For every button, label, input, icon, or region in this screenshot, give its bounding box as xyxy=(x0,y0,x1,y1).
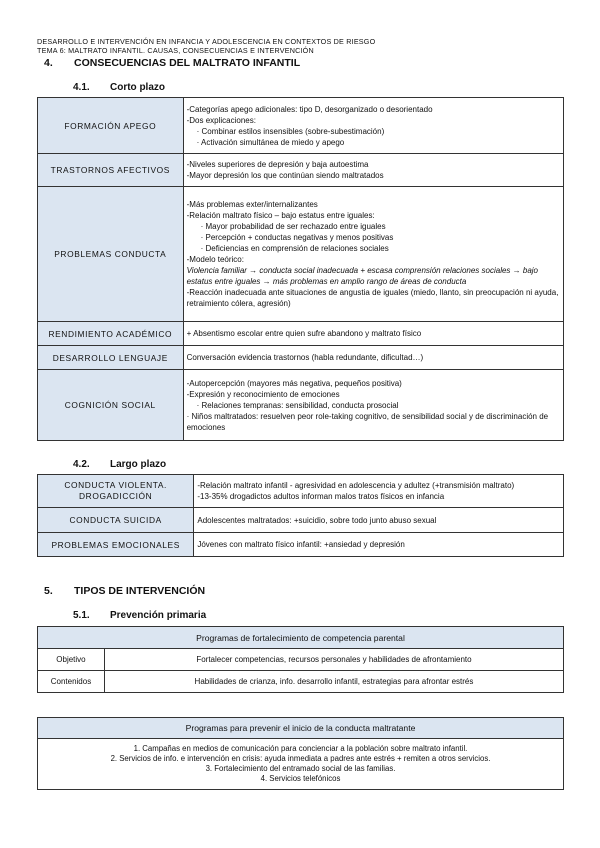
content-line: -Más problemas exter/internalizantes xyxy=(186,200,318,209)
content-line: + Absentismo escolar entre quien sufre abandono y maltrato físico xyxy=(186,329,422,338)
document-header-line1: DESARROLLO E INTERVENCIÓN EN INFANCIA Y ADOLESCENCIA EN CONTEXTOS DE RIESGO xyxy=(37,37,376,46)
long-term-consequences-table xyxy=(37,474,564,557)
row-label: Contenidos xyxy=(38,671,105,693)
section-number: 4. xyxy=(44,57,53,69)
content-line: Adolescentes maltratados: +suicidio, sobre todo junto abuso sexual xyxy=(197,515,437,525)
row-label: DESARROLLO LENGUAJE xyxy=(38,346,184,370)
box-title: Programas para prevenir el inicio de la conducta maltratante xyxy=(38,718,563,739)
content-line: Jóvenes con maltrato físico infantil: +ansiedad y depresión xyxy=(197,540,405,549)
document-header-line2: TEMA 6: MALTRATO INFANTIL. CAUSAS, CONSECUENCIAS E INTERVENCIÓN xyxy=(37,46,314,55)
box-content xyxy=(38,739,563,789)
table-row xyxy=(38,370,564,441)
table-row xyxy=(38,154,564,187)
subsection-5-1-heading xyxy=(73,610,206,621)
content-subline: · Mayor probabilidad de ser rechazado entre iguales xyxy=(200,222,386,231)
row-content xyxy=(194,508,564,533)
list-item: 4. Servicios telefónicos xyxy=(260,774,341,783)
subsection-title: Largo plazo xyxy=(110,459,167,470)
table-row xyxy=(38,346,564,370)
row-label: COGNICIÓN SOCIAL xyxy=(38,370,184,441)
content-subline: · Percepción + conductas negativas y menos positivas xyxy=(200,233,394,242)
content-line: -Autopercepción (mayores más negativa, pequeños positiva) xyxy=(186,378,402,388)
row-label: RENDIMIENTO ACADÉMICO xyxy=(38,322,184,346)
row-label: PROBLEMAS CONDUCTA xyxy=(38,187,184,322)
short-term-consequences-table xyxy=(37,97,564,441)
content-line: -Mayor depresión los que continúan siendo maltratados xyxy=(186,171,384,180)
row-label: FORMACIÓN APEGO xyxy=(38,98,184,154)
list-item: 3. Fortalecimiento del entramado social de las familias. xyxy=(205,764,396,773)
table-row xyxy=(38,322,564,346)
row-content xyxy=(183,154,563,187)
subsection-number: 4.2. xyxy=(73,459,90,470)
subsection-4-1-heading xyxy=(73,82,165,93)
row-label: CONDUCTA VIOLENTA. DROGADICCIÓN xyxy=(38,475,194,508)
row-label: CONDUCTA SUICIDA xyxy=(38,508,194,533)
section-5-heading xyxy=(44,585,205,597)
content-line: -Modelo teórico: xyxy=(186,255,244,264)
content-line: -Categorías apego adicionales: tipo D, desorganizado o desorientado xyxy=(186,104,433,114)
row-label: Objetivo xyxy=(38,649,105,671)
content-subline: · Activación simultánea de miedo y apego xyxy=(196,137,345,147)
content-subline: · Deficiencias en comprensión de relaciones sociales xyxy=(200,244,389,253)
content-line: -Expresión y reconocimiento de emociones xyxy=(186,389,340,399)
list-item: 1. Campañas en medios de comunicación para concienciar a la población sobre maltrato infantil. xyxy=(133,744,468,753)
content-line: -13-35% drogadictos adultos informan malos tratos físicos en infancia xyxy=(197,492,445,501)
list-item: 2. Servicios de info. e intervención en crisis: ayuda inmediata a padres ante estrés + remiten a otros servicios. xyxy=(110,754,491,763)
row-content: Fortalecer competencias, recursos personales y habilidades de afrontamiento xyxy=(104,649,563,671)
row-content: Habilidades de crianza, info. desarrollo infantil, estrategias para afrontar estrés xyxy=(104,671,563,693)
table-row xyxy=(38,649,564,671)
content-line: -Relación maltrato infantil - agresividad en adolescencia y adultez (+transmisión maltrato) xyxy=(197,481,515,490)
subsection-number: 4.1. xyxy=(73,82,90,93)
row-content xyxy=(183,187,563,322)
table-header-row xyxy=(38,627,564,649)
table-row xyxy=(38,98,564,154)
subsection-title: Prevención primaria xyxy=(110,610,207,621)
row-content xyxy=(183,98,563,154)
row-label: PROBLEMAS EMOCIONALES xyxy=(38,533,194,557)
section-title: CONSECUENCIAS DEL MALTRATO INFANTIL xyxy=(74,57,301,69)
subsection-number: 5.1. xyxy=(73,610,90,621)
row-content xyxy=(183,370,563,441)
table-row xyxy=(38,671,564,693)
subsection-title: Corto plazo xyxy=(110,82,165,93)
parental-competence-program-table xyxy=(37,626,564,693)
table-row xyxy=(38,187,564,322)
row-content xyxy=(194,475,564,508)
prevention-programs-box xyxy=(37,717,564,790)
content-line: Conversación evidencia trastornos (habla redundante, dificultad…) xyxy=(186,353,424,362)
row-content xyxy=(183,346,563,370)
table-row xyxy=(38,533,564,557)
content-line: -Niveles superiores de depresión y baja autoestima xyxy=(186,160,369,169)
table-row xyxy=(38,508,564,533)
row-content xyxy=(183,322,563,346)
content-subline: · Combinar estilos insensibles (sobre-subestimación) xyxy=(196,126,385,136)
table-title: Programas de fortalecimiento de competencia parental xyxy=(38,627,564,649)
content-line: -Reacción inadecuada ante situaciones de angustia de iguales (miedo, llanto, sin preocupación ni ayuda, retraimiento cólera, agresión) xyxy=(186,288,559,308)
content-line: -Relación maltrato físico – bajo estatus entre iguales: xyxy=(186,211,375,220)
row-label: TRASTORNOS AFECTIVOS xyxy=(38,154,184,187)
content-line: -Dos explicaciones: xyxy=(186,115,256,125)
content-subline: · Niños maltratados: resuelven peor role-taking cognitivo, de sensibilidad social y de discriminación de emociones xyxy=(186,411,549,432)
row-content xyxy=(194,533,564,557)
section-title: TIPOS DE INTERVENCIÓN xyxy=(74,585,206,597)
theoretical-model-text: Violencia familiar → conducta social inadecuada + escasa comprensión relaciones sociales → bajo estatus entre iguales → más problemas en amplio rango de áreas de conducta xyxy=(186,266,538,286)
section-number: 5. xyxy=(44,585,53,597)
table-row xyxy=(38,475,564,508)
section-4-heading xyxy=(44,57,300,69)
subsection-4-2-heading xyxy=(73,459,166,470)
content-subline: · Relaciones tempranas: sensibilidad, conducta prosocial xyxy=(196,400,399,410)
